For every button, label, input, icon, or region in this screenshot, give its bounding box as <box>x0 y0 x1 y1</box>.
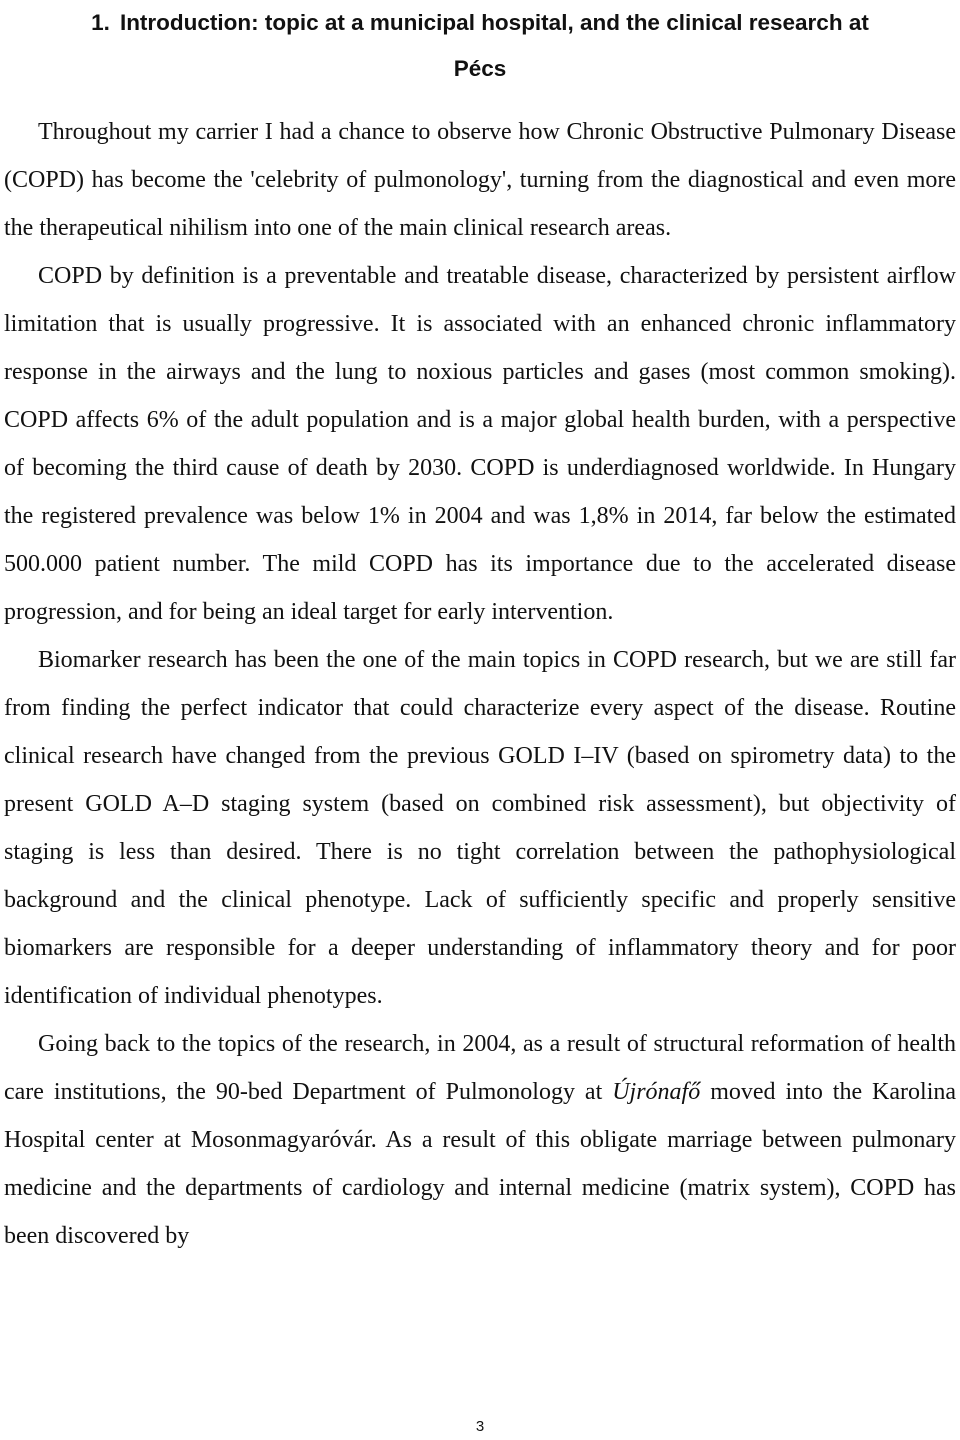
section-title-line-1: Introduction: topic at a municipal hospital, and the clinical research at <box>119 10 869 35</box>
place-name-italic: Újrónafő <box>612 1079 701 1105</box>
paragraph-4 <box>4 1020 956 1260</box>
section-heading <box>0 0 960 92</box>
body-text <box>4 108 956 1260</box>
paragraph-2: COPD by definition is a preventable and treatable disease, characterized by persistent airflow limitation that is usually progressive. It is associated with an enhanced chronic inflammatory response in the airways and the lung to noxious particles and gases (most common smoking). COPD affects 6% of the adult population and is a major global health burden, with a perspective of becoming the third cause of death by 2030. COPD is underdiagnosed worldwide. In Hungary the registered prevalence was below 1% in 2004 and was 1,8% in 2014, far below the estimated 500.000 patient number. The mild COPD has its importance due to the accelerated disease progression, and for being an ideal target for early intervention. <box>4 263 956 625</box>
paragraph-4-start: Going back to the topics of the research, in 2004, as a result of structural reformation of health care institutions, the 90-bed Department of Pulmonology at <box>4 1031 956 1105</box>
page-number: 3 <box>475 1418 485 1435</box>
section-number: 1. <box>91 10 110 35</box>
section-title-line-2: Pécs <box>453 56 507 81</box>
paragraph-1: Throughout my carrier I had a chance to observe how Chronic Obstructive Pulmonary Disease (COPD) has become the 'celebrity of pulmonology', turning from the diagnostical and even more the therapeutical nihilism into one of the main clinical research areas. <box>4 119 956 241</box>
paragraph-3: Biomarker research has been the one of the main topics in COPD research, but we are still far from finding the perfect indicator that could characterize every aspect of the disease. Routine clinical research have changed from the previous GOLD I–IV (based on spirometry data) to the present GOLD A–D staging system (based on combined risk assessment), but objectivity of staging is less than desired. There is no tight correlation between the pathophysiological background and the clinical phenotype. Lack of sufficiently specific and properly sensitive biomarkers are responsible for a deeper understanding of inflammatory theory and for poor identification of individual phenotypes. <box>4 647 956 1009</box>
paragraph-4-end: moved into the Karolina Hospital center at Mosonmagyaróvár. As a result of this obligate marriage between pulmonary medicine and the departments of cardiology and internal medicine (matrix system), COPD has been discovered by <box>4 1079 957 1249</box>
